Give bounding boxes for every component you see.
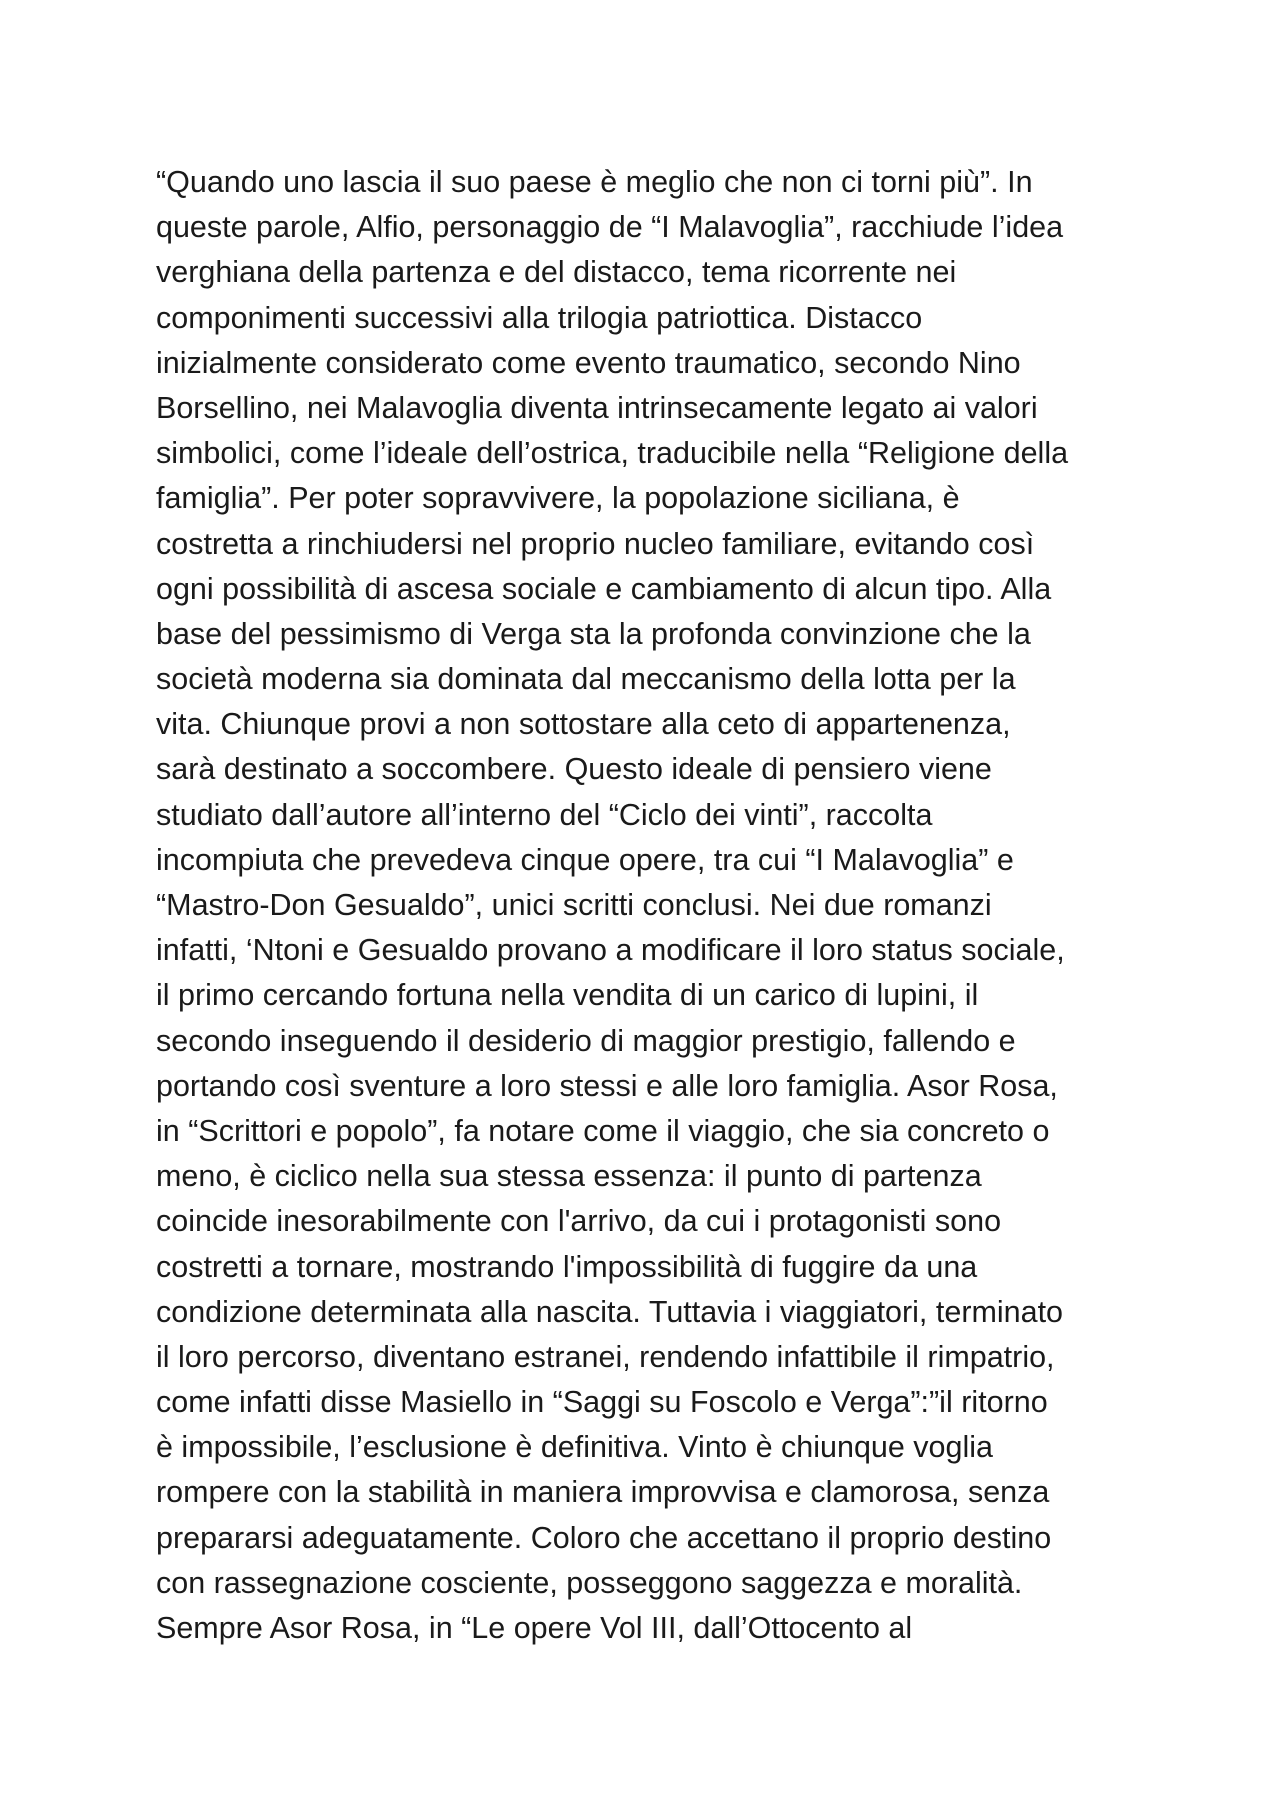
text-line: il primo cercando fortuna nella vendita di un carico di lupini, il: [156, 978, 979, 1013]
text-line: studiato dall’autore all’interno del “Ciclo dei vinti”, raccolta: [156, 797, 933, 832]
text-line: meno, è ciclico nella sua stessa essenza: il punto di partenza: [156, 1159, 982, 1194]
text-line: infatti, ‘Ntoni e Gesualdo provano a modificare il loro status sociale,: [156, 933, 1065, 968]
text-line: vita. Chiunque provi a non sottostare alla ceto di appartenenza,: [156, 707, 1011, 742]
text-line: “Quando uno lascia il suo paese è meglio che non ci torni più”. In: [156, 165, 1033, 199]
text-line: condizione determinata alla nascita. Tuttavia i viaggiatori, terminato: [156, 1294, 1064, 1329]
text-line: costretti a tornare, mostrando l'impossibilità di fuggire da una: [156, 1249, 978, 1284]
text-line: costretta a rinchiudersi nel proprio nucleo familiare, evitando così: [156, 526, 1035, 561]
text-line: rompere con la stabilità in maniera improvvisa e clamorosa, senza: [156, 1475, 1050, 1510]
text-line: coincide inesorabilmente con l'arrivo, da cui i protagonisti sono: [156, 1204, 1002, 1239]
text-line: come infatti disse Masiello in “Saggi su Foscolo e Verga”:”il ritorno: [156, 1385, 1048, 1420]
text-line: inizialmente considerato come evento traumatico, secondo Nino: [156, 345, 1021, 380]
text-line: sarà destinato a soccombere. Questo ideale di pensiero viene: [156, 752, 992, 787]
text-line: base del pessimismo di Verga sta la profonda convinzione che la: [156, 616, 1031, 651]
text-line: in “Scrittori e popolo”, fa notare come il viaggio, che sia concreto o: [156, 1113, 1050, 1148]
text-line: queste parole, Alfio, personaggio de “I Malavoglia”, racchiude l’idea: [156, 210, 1064, 245]
text-line: è impossibile, l’esclusione è definitiva. Vinto è chiunque voglia: [156, 1430, 993, 1465]
text-line: portando così sventure a loro stessi e alle loro famiglia. Asor Rosa,: [156, 1068, 1058, 1103]
text-line: componimenti successivi alla trilogia patriottica. Distacco: [156, 300, 923, 335]
text-line: secondo inseguendo il desiderio di maggior prestigio, fallendo e: [156, 1023, 1016, 1058]
text-line: il loro percorso, diventano estranei, rendendo infattibile il rimpatrio,: [156, 1339, 1055, 1374]
text-line: con rassegnazione cosciente, posseggono saggezza e moralità.: [156, 1565, 1023, 1600]
text-line: Borsellino, nei Malavoglia diventa intrinsecamente legato ai valori: [156, 390, 1038, 425]
text-line: famiglia”. Per poter sopravvivere, la popolazione siciliana, è: [156, 481, 960, 516]
text-line: prepararsi adeguatamente. Coloro che accettano il proprio destino: [156, 1520, 1052, 1555]
text-line: Sempre Asor Rosa, in “Le opere Vol III, dall’Ottocento al: [156, 1611, 913, 1645]
text-line: incompiuta che prevedeva cinque opere, tra cui “I Malavoglia” e: [156, 842, 1014, 877]
text-line: verghiana della partenza e del distacco, tema ricorrente nei: [156, 255, 957, 290]
text-line: ogni possibilità di ascesa sociale e cambiamento di alcun tipo. Alla: [156, 571, 1052, 606]
body-paragraph: [156, 160, 1156, 1651]
text-line: “Mastro-Don Gesualdo”, unici scritti conclusi. Nei due romanzi: [156, 888, 992, 922]
text-line: società moderna sia dominata dal meccanismo della lotta per la: [156, 662, 1016, 697]
text-line: simbolici, come l’ideale dell’ostrica, traducibile nella “Religione della: [156, 436, 1069, 471]
